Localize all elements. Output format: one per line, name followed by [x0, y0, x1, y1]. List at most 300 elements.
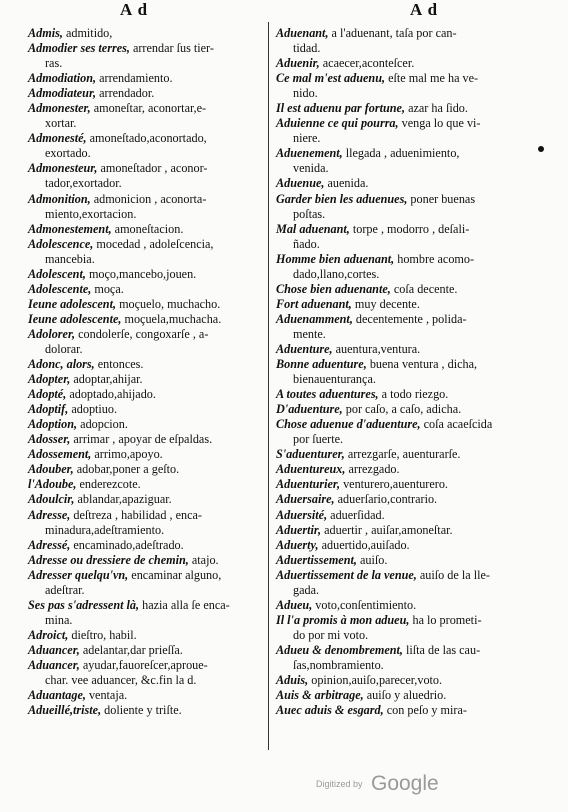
digitized-by-label: Digitized by	[316, 779, 363, 789]
entry-headword: Aduenamment,	[276, 311, 353, 326]
entry-definition: con peſo y mira-	[383, 703, 467, 718]
entry-line	[276, 447, 460, 461]
entry-definition: moçuela,muchacha.	[121, 311, 222, 326]
entry-headword: Aduienne ce qui pourra,	[276, 116, 399, 131]
entry-definition: ayudar,fauoreſcer,aproue-	[79, 657, 208, 672]
entry-line	[28, 131, 207, 145]
entry-continuation: dolorar.	[45, 341, 83, 356]
entry-line	[28, 628, 137, 642]
entry-continuation: poſtas.	[293, 206, 326, 221]
entry-line	[276, 312, 467, 326]
entry-headword: Admodier ses terres,	[28, 41, 130, 56]
entry-definition: aduerſidad.	[327, 507, 385, 522]
entry-headword: Bonne aduenture,	[276, 357, 367, 372]
entry-headword: Admonesteur,	[28, 161, 98, 176]
entry-line	[28, 161, 208, 175]
entry-line	[28, 312, 221, 326]
entry-line	[28, 538, 184, 552]
entry-line	[276, 26, 457, 40]
entry-headword: A toutes aduentures,	[276, 387, 379, 402]
entry-headword: Ieune adolescente,	[28, 311, 122, 326]
dictionary-entry	[28, 462, 264, 477]
entry-line	[28, 568, 221, 582]
entry-headword: Adresse,	[28, 507, 71, 522]
entry-definition: admitido,	[62, 26, 113, 40]
entry-definition: admonicion , aconorta-	[90, 191, 207, 206]
entry-definition: ha lo prometi-	[409, 612, 482, 627]
entry-line	[276, 688, 446, 702]
entry-definition: venga lo que vi-	[398, 116, 481, 131]
entry-line	[28, 402, 117, 416]
entry-line	[28, 553, 219, 567]
entry-continuation: tidad.	[293, 41, 321, 56]
entry-line	[28, 222, 183, 236]
entry-definition: dieſtro, habil.	[68, 627, 137, 642]
entry-definition: aduertir , auiſar,amoneſtar.	[321, 522, 453, 537]
dictionary-entry	[276, 71, 546, 101]
entry-line	[28, 643, 183, 657]
entry-line	[276, 146, 459, 160]
entry-definition: hazia alla ſe enca-	[139, 597, 230, 612]
entry-line	[28, 703, 182, 717]
entry-continuation: por ſuerte.	[293, 432, 344, 447]
dictionary-entry	[276, 613, 546, 643]
entry-definition: a l'aduenant, taſa por can-	[328, 26, 457, 40]
entry-continuation: tador,exortador.	[45, 176, 122, 191]
entry-line	[28, 387, 156, 401]
entry-definition: arrezgado.	[345, 462, 400, 477]
dictionary-entry	[276, 492, 546, 507]
entry-definition: torpe , modorro , deſali-	[349, 221, 470, 236]
entry-definition: atajo.	[188, 552, 219, 567]
running-head-right: A d	[410, 0, 439, 19]
entry-line	[28, 417, 128, 431]
entry-line	[276, 252, 474, 266]
entry-continuation: char. vee aduancer, &c.fin la d.	[45, 673, 197, 688]
entry-headword: Chose bien aduenante,	[276, 281, 391, 296]
entry-line	[276, 613, 482, 627]
dictionary-entry	[276, 402, 546, 417]
entry-headword: Admis,	[28, 26, 63, 40]
entry-definition: muy decente.	[351, 296, 420, 311]
entry-line	[28, 477, 141, 491]
dictionary-entry	[28, 447, 264, 462]
entry-headword: Admodiateur,	[28, 86, 97, 101]
dictionary-entry	[276, 312, 546, 342]
dictionary-entry	[276, 342, 546, 357]
entry-headword: Aduerty,	[276, 537, 319, 552]
entry-line	[276, 492, 437, 506]
entry-headword: Auis & arbitrage,	[276, 688, 364, 703]
entry-definition: arrezgarſe, auenturarſe.	[344, 447, 461, 462]
entry-headword: Aduersaire,	[276, 492, 335, 507]
entry-headword: Homme bien aduenant,	[276, 251, 395, 266]
column-rule	[268, 22, 269, 750]
entry-continuation: gada.	[293, 582, 320, 597]
dictionary-entry	[276, 357, 546, 387]
dictionary-entry	[276, 508, 546, 523]
dictionary-entry	[276, 417, 546, 447]
entry-definition: amoneſtador , aconor-	[97, 161, 208, 176]
dictionary-entry	[28, 327, 264, 357]
entry-definition: auentura,ventura.	[332, 341, 421, 356]
dictionary-entry	[276, 192, 546, 222]
entry-line	[276, 523, 453, 537]
entry-line	[28, 86, 154, 100]
entry-line	[28, 432, 212, 446]
entry-definition: aduerſario,contrario.	[334, 492, 438, 507]
entry-line	[276, 673, 442, 687]
entry-headword: Adoption,	[28, 417, 78, 432]
dictionary-entry	[28, 568, 264, 598]
entry-line	[276, 101, 468, 115]
entry-headword: Admodiation,	[28, 71, 97, 86]
entry-continuation: exortado.	[45, 146, 91, 161]
entry-line	[276, 297, 420, 311]
left-column	[28, 26, 264, 718]
dictionary-entry	[276, 176, 546, 191]
entry-definition: auiſo.	[356, 552, 388, 567]
entry-headword: Garder bien les aduenues,	[276, 191, 408, 206]
dictionary-entry	[28, 402, 264, 417]
entry-headword: S'aduenturer,	[276, 447, 345, 462]
entry-continuation: bienauenturança.	[293, 372, 376, 387]
dictionary-entry	[276, 673, 546, 688]
dictionary-entry	[28, 372, 264, 387]
entry-headword: Adoulcir,	[28, 492, 75, 507]
entry-line	[276, 116, 480, 130]
dictionary-entry	[28, 161, 264, 191]
entry-definition: arrendamiento.	[96, 71, 173, 86]
entry-headword: Aduersité,	[276, 507, 328, 522]
entry-continuation: ſas,nombramiento.	[293, 657, 384, 672]
entry-definition: auenida.	[324, 176, 369, 191]
entry-line	[28, 447, 163, 461]
entry-definition: encaminado,adeſtrado.	[70, 537, 184, 552]
entry-definition: decentemente , polida-	[352, 311, 467, 326]
entry-headword: Ce mal m'est aduenu,	[276, 71, 386, 86]
entry-definition: amoneſtacion.	[111, 221, 184, 236]
entry-line	[28, 508, 202, 522]
dictionary-entry	[276, 252, 546, 282]
dictionary-entry	[276, 282, 546, 297]
entry-line	[28, 26, 112, 40]
entry-continuation: adeſtrar.	[45, 582, 85, 597]
dictionary-entry	[28, 492, 264, 507]
entry-line	[28, 492, 172, 506]
entry-definition: amoneſtado,aconortado,	[86, 131, 207, 146]
entry-line	[276, 477, 448, 491]
entry-line	[276, 568, 490, 582]
entry-definition: azar ha ſido.	[405, 101, 468, 116]
entry-headword: Adolescent,	[28, 266, 86, 281]
entry-definition: poner buenas	[407, 191, 476, 206]
dictionary-entry	[276, 56, 546, 71]
entry-headword: Aduenement,	[276, 146, 343, 161]
entry-headword: Adresse ou dressiere de chemin,	[28, 552, 189, 567]
dictionary-entry	[276, 387, 546, 402]
entry-line	[276, 462, 400, 476]
entry-definition: enderezcote.	[76, 477, 141, 492]
entry-line	[276, 402, 461, 416]
entry-headword: D'aduenture,	[276, 402, 343, 417]
entry-continuation: nido.	[293, 86, 318, 101]
entry-definition: amoneſtar, aconortar,e-	[90, 101, 207, 116]
entry-line	[276, 538, 410, 552]
dictionary-entry	[276, 462, 546, 477]
entry-definition: a todo riezgo.	[378, 387, 449, 402]
entry-headword: Fort aduenant,	[276, 296, 352, 311]
digitized-by-watermark	[316, 772, 439, 796]
entry-definition: buena ventura , dicha,	[366, 357, 478, 372]
entry-definition: acaecer,aconteſcer.	[319, 56, 415, 71]
entry-line	[276, 598, 416, 612]
entry-headword: Aduenant,	[276, 26, 329, 40]
entry-headword: Aduertissement de la venue,	[276, 567, 417, 582]
entry-continuation: ñado.	[293, 236, 320, 251]
dictionary-entry	[28, 192, 264, 222]
entry-headword: Il l'a promis à mon adueu,	[276, 612, 410, 627]
dictionary-entry	[28, 508, 264, 538]
entry-headword: Aduancer,	[28, 642, 80, 657]
entry-definition: moçuelo, muchacho.	[116, 296, 221, 311]
ink-dot	[538, 146, 544, 152]
entry-headword: Aduenturier,	[276, 477, 341, 492]
entry-headword: Adouber,	[28, 462, 74, 477]
entry-definition: entonces.	[94, 357, 144, 372]
dictionary-entry	[28, 538, 264, 553]
dictionary-entry	[28, 267, 264, 282]
dictionary-entry	[28, 222, 264, 237]
entry-definition: voto,conſentimiento.	[312, 597, 417, 612]
entry-line	[276, 342, 420, 356]
dictionary-entry	[276, 477, 546, 492]
entry-definition: adoptar,ahijar.	[70, 372, 143, 387]
dictionary-entry	[276, 538, 546, 553]
entry-headword: Adosser,	[28, 432, 71, 447]
entry-definition: adobar,poner a geſto.	[73, 462, 180, 477]
entry-headword: Adueu,	[276, 597, 313, 612]
entry-headword: Aduenture,	[276, 341, 333, 356]
entry-headword: Adolescence,	[28, 236, 94, 251]
entry-continuation: mancebia.	[45, 251, 95, 266]
entry-line	[276, 417, 492, 431]
entry-headword: Adroict,	[28, 627, 69, 642]
dictionary-entry	[28, 297, 264, 312]
entry-headword: Ses pas s'adressent là,	[28, 597, 140, 612]
dictionary-entry	[28, 387, 264, 402]
dictionary-entry	[28, 598, 264, 628]
dictionary-entry	[276, 688, 546, 703]
entry-line	[28, 327, 208, 341]
entry-definition: arrimar , apoyar de eſpaldas.	[70, 432, 213, 447]
entry-definition: aduertido,auiſado.	[318, 537, 410, 552]
dictionary-entry	[276, 553, 546, 568]
entry-headword: Admonesté,	[28, 131, 87, 146]
entry-line	[28, 192, 206, 206]
dictionary-entry	[276, 26, 546, 56]
entry-headword: Il est aduenu par fortune,	[276, 101, 406, 116]
entry-definition: arrendar ſus tier-	[129, 41, 214, 56]
entry-definition: mocedad , adoleſcencia,	[93, 236, 214, 251]
entry-headword: Adossement,	[28, 447, 92, 462]
dictionary-entry	[28, 237, 264, 267]
dictionary-entry	[276, 297, 546, 312]
entry-continuation: xortar.	[45, 116, 77, 131]
entry-headword: l'Adoube,	[28, 477, 77, 492]
entry-line	[276, 703, 467, 717]
entry-continuation: mente.	[293, 326, 326, 341]
entry-headword: Chose aduenue d'aduenture,	[276, 417, 421, 432]
entry-definition: auiſo y aluedrio.	[363, 688, 447, 703]
entry-line	[28, 71, 173, 85]
entry-continuation: mina.	[45, 612, 73, 627]
entry-definition: moço,mancebo,jouen.	[85, 266, 197, 281]
entry-continuation: minadura,adeſtramiento.	[45, 522, 165, 537]
entry-definition: llegada , aduenimiento,	[342, 146, 460, 161]
entry-headword: Admonester,	[28, 101, 91, 116]
entry-definition: adelantar,dar prieſſa.	[79, 642, 183, 657]
entry-definition: por caſo, a caſo, adicha.	[342, 402, 462, 417]
dictionary-entry	[276, 523, 546, 538]
dictionary-entry	[276, 116, 546, 146]
entry-definition: hombre acomo-	[394, 251, 475, 266]
dictionary-entry	[28, 131, 264, 161]
entry-continuation: niere.	[293, 131, 321, 146]
entry-headword: Admonition,	[28, 191, 91, 206]
entry-line	[28, 282, 124, 296]
entry-headword: Aduentureux,	[276, 462, 346, 477]
entry-headword: Adonc, alors,	[28, 357, 95, 372]
entry-continuation: dado,llano,cortes.	[293, 266, 380, 281]
entry-definition: venturero,auenturero.	[340, 477, 448, 492]
entry-headword: Adolescente,	[28, 281, 92, 296]
entry-headword: Adueu & denombrement,	[276, 642, 403, 657]
entry-headword: Admonestement,	[28, 221, 112, 236]
entry-definition: eſte mal me ha ve-	[385, 71, 479, 86]
dictionary-entry	[28, 432, 264, 447]
entry-headword: Adressé,	[28, 537, 71, 552]
entry-line	[28, 267, 196, 281]
entry-line	[276, 282, 457, 296]
dictionary-entry	[28, 312, 264, 327]
entry-continuation: miento,exortacion.	[45, 206, 137, 221]
entry-definition: deſtreza , habilidad , enca-	[70, 507, 202, 522]
entry-line	[276, 176, 368, 190]
entry-continuation: do por mi voto.	[293, 627, 369, 642]
entry-headword: Aduenir,	[276, 56, 320, 71]
dictionary-entry	[276, 643, 546, 673]
entry-definition: ablandar,apaziguar.	[74, 492, 172, 507]
entry-headword: Mal aduenant,	[276, 221, 350, 236]
dictionary-entry	[276, 568, 546, 598]
dictionary-entry	[28, 477, 264, 492]
entry-headword: Adopter,	[28, 372, 71, 387]
entry-line	[276, 222, 469, 236]
dictionary-entry	[28, 417, 264, 432]
dictionary-entry	[28, 688, 264, 703]
dictionary-entry	[276, 146, 546, 176]
dictionary-entry	[28, 643, 264, 658]
entry-line	[276, 553, 387, 567]
dictionary-entry	[28, 101, 264, 131]
entry-line	[28, 688, 127, 702]
entry-headword: Aduertissement,	[276, 552, 357, 567]
entry-definition: liſta de las cau-	[402, 642, 481, 657]
google-logo: Google	[370, 772, 439, 795]
entry-line	[276, 643, 480, 657]
dictionary-entry	[28, 86, 264, 101]
entry-line	[28, 462, 179, 476]
entry-definition: adoptiuo.	[68, 402, 118, 417]
entry-line	[28, 357, 143, 371]
entry-line	[28, 237, 213, 251]
entry-line	[28, 658, 208, 672]
entry-definition: auiſo de la lle-	[416, 567, 490, 582]
right-column	[276, 26, 546, 718]
entry-line	[276, 56, 414, 70]
entry-headword: Aduis,	[276, 673, 309, 688]
entry-line	[28, 598, 230, 612]
entry-definition: adopcion.	[77, 417, 128, 432]
running-head-left: A d	[120, 0, 149, 19]
entry-definition: arrimo,apoyo.	[91, 447, 163, 462]
entry-definition: opinion,auiſo,parecer,voto.	[308, 673, 443, 688]
entry-definition: doliente y triſte.	[101, 703, 182, 718]
entry-definition: arrendador.	[96, 86, 155, 101]
dictionary-entry	[276, 222, 546, 252]
entry-headword: Adoptif,	[28, 402, 69, 417]
dictionary-entry	[28, 71, 264, 86]
entry-definition: encaminar alguno,	[128, 567, 222, 582]
entry-line	[28, 41, 214, 55]
entry-line	[276, 387, 448, 401]
dictionary-entry	[276, 598, 546, 613]
entry-headword: Aduancer,	[28, 657, 80, 672]
entry-headword: Ieune adolescent,	[28, 296, 117, 311]
entry-headword: Aduertir,	[276, 522, 322, 537]
dictionary-entry	[28, 658, 264, 688]
dictionary-entry	[28, 26, 264, 41]
dictionary-entry	[28, 282, 264, 297]
dictionary-entry	[276, 447, 546, 462]
entry-definition: ventaja.	[85, 688, 128, 703]
entry-line	[276, 192, 475, 206]
dictionary-entry	[28, 357, 264, 372]
entry-headword: Adueillé,triste,	[28, 703, 102, 718]
entry-headword: Aduenue,	[276, 176, 325, 191]
entry-definition: coſa acaeſcida	[420, 417, 493, 432]
dictionary-entry	[28, 628, 264, 643]
dictionary-entry	[28, 703, 264, 718]
entry-line	[28, 372, 143, 386]
dictionary-entry	[28, 41, 264, 71]
entry-line	[276, 508, 385, 522]
entry-definition: adoptado,ahijado.	[66, 387, 156, 402]
entry-continuation: ras.	[45, 56, 63, 71]
entry-headword: Adolorer,	[28, 326, 76, 341]
dictionary-entry	[28, 553, 264, 568]
entry-headword: Adresser quelqu'vn,	[28, 567, 129, 582]
entry-continuation: venida.	[293, 161, 329, 176]
entry-definition: moça.	[91, 281, 124, 296]
entry-headword: Auec aduis & esgard,	[276, 703, 384, 718]
entry-line	[276, 71, 478, 85]
entry-headword: Aduantage,	[28, 688, 86, 703]
dictionary-entry	[276, 703, 546, 718]
entry-line	[28, 101, 206, 115]
entry-line	[28, 297, 220, 311]
